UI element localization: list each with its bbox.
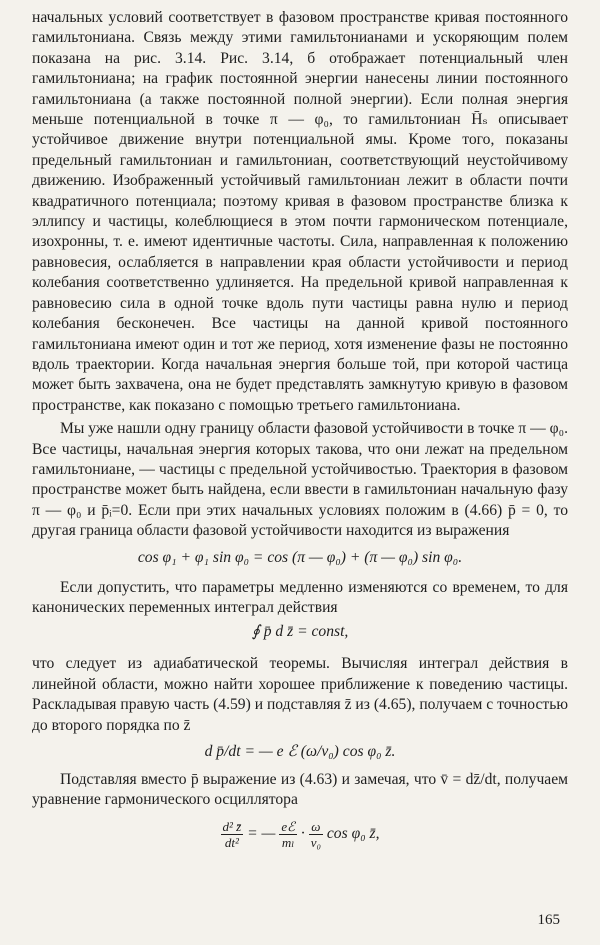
paragraph-1: начальных условий соответствует в фазовом пространстве кривая постоянного гамильтониана. Связь между этими гамильтонианами и ускоряющим полем показана на рис. 3.14. Рис. 3.14, б отображает потенциальный член гамильтониана; на график постоянной энергии нанесены линии постоянного гамильтониана (а также постоянной полной энергии). Если полная энергия меньше потенциальной в точке π — φ₀, то гамильтониан H̄ₛ описывает устойчивое движение внутри потенциальной ямы. Кроме того, показаны предельный гамильтониан и гамильтониан, соответствующий неустойчивому движению. Изображенный устойчивый гамильтониан лежит в области почти квадратичного потенциала; поэтому кривая в фазовом пространстве близка к эллипсу и частицы, колеблющиеся в этом почти гармоническом потенциале, изохронны, т. е. имеют идентичные частоты. Сила, направленная к положению равновесия, ослабляется в направлении края области устойчивости и период колебания соответственно удлиняется. На предельной кривой направленная к равновесию сила в одной точке вдоль пути частицы равна нулю и период колебания бесконечен. Все частицы на данной кривой постоянного гамильтониана имеют один и тот же период, хотя изменение фазы не постоянно вдоль траектории. Когда начальная энергия больше той, при которой частица может быть захвачена, она не будет представлять замкнутую кривую в фазовом пространстве, как показано с помощью третьего гамильтониана. [32, 9, 568, 414]
paragraph-4: что следует из адиабатической теоремы. Вычисляя интеграл действия в линейной области, можно найти хорошее приближение к поведению частицы. Раскладывая правую часть (4.59) и подставляя z̄ из (4.65), получаем с точностью до второго порядка по z̄ [32, 655, 568, 734]
paragraph-5: Подставляя вместо p̄ выражение из (4.63) и замечая, что v̄ = dz̄/dt, получаем уравнение гармонического осциллятора [32, 771, 568, 809]
paragraph-2: Мы уже нашли одну границу области фазовой устойчивости в точке π — φ₀. Все частицы, начальная энергия которых такова, что они лежат на предельном гамильтониане, — частицы с предельной устойчивостью. Траектория в фазовом пространстве может быть найдена, если ввести в гамильтониан начальную фазу π — φ₀ и p̄ᵢ=0. Если при этих начальных условиях положим в (4.66) p̄ = 0, то другая граница области фазовой устойчивости находится из выражения [32, 420, 568, 540]
multiplication-dot: · [296, 824, 309, 842]
fraction-second-derivative: $\frac{\text{d² z̄}}{\text{dt²}}$ [222, 818, 242, 850]
fraction-omega-velocity: $\frac{\omega}{\text{v₀}}$ [310, 818, 321, 850]
equals-minus: = — [243, 824, 280, 842]
page-number: 165 [537, 912, 560, 928]
equation-harmonic-oscillator [32, 819, 568, 850]
equation-phase-boundary: cos φ₁ + φ₁ sin φ₀ = cos (π — φ₀) + (π — φ₀) sin φ₀. [137, 548, 463, 566]
fraction-field-mass: $\frac{\text{eℰ}}{\text{mₗ}}$ [281, 818, 295, 850]
paragraph-3: Если допустить, что параметры медленно изменяются со временем, то для канонических переменных интеграл действия [32, 578, 568, 616]
equation-action-integral: ∮ p̄ d z̄ = const, [251, 623, 349, 641]
cos-term: cos φ₀ z̄, [322, 824, 380, 842]
equation-momentum-derivative: d p̄/dt = — e ℰ (ω/v₀) cos φ₀ z̄. [204, 743, 396, 760]
